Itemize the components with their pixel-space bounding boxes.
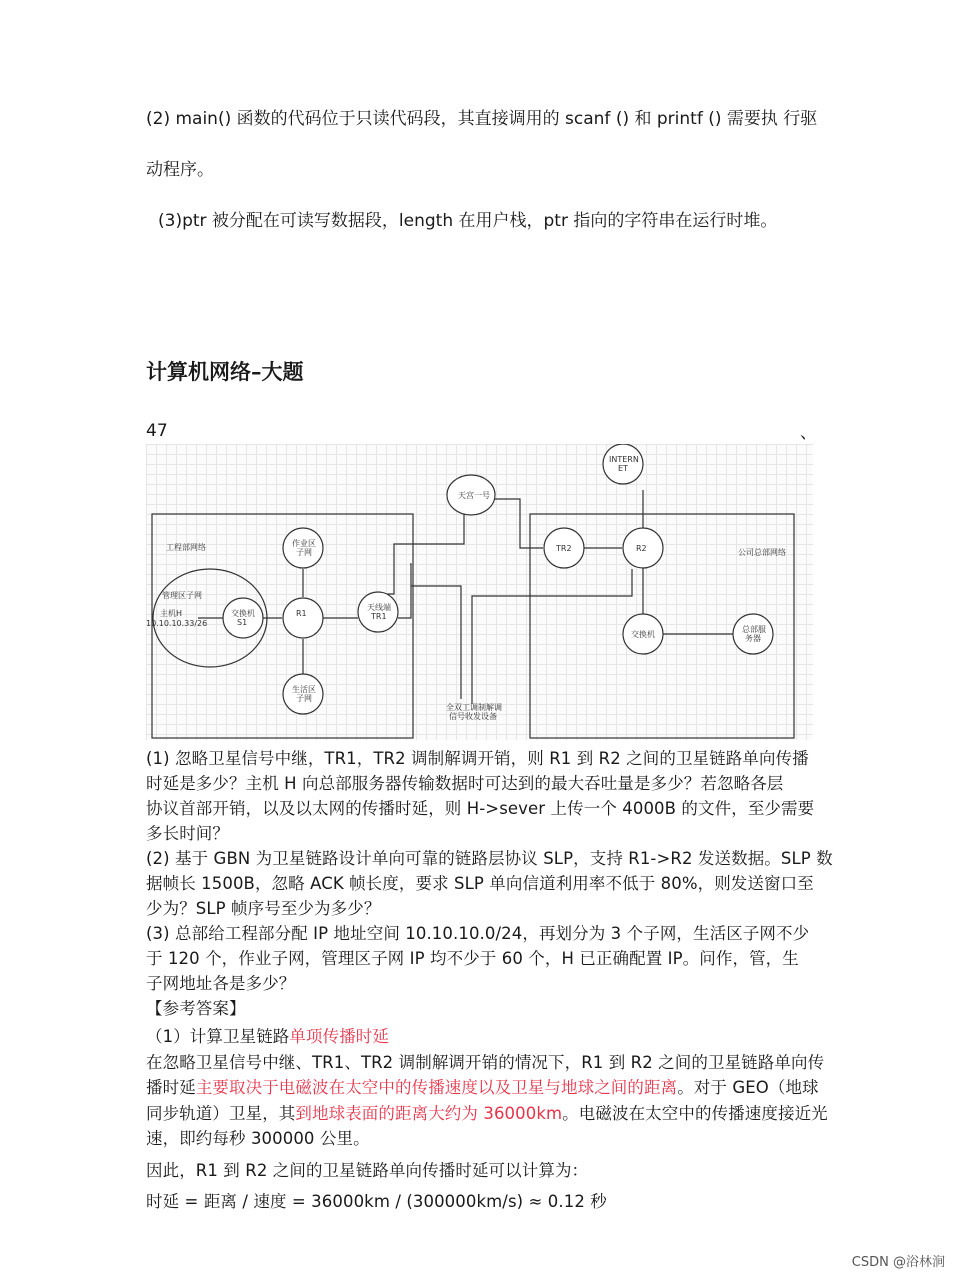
- answer-highlight: 到地球表面的距离大约为 36000km: [295, 1103, 563, 1123]
- switch-s1-label: S1: [237, 618, 248, 627]
- ground-station-label: 全双工调制解调: [446, 703, 502, 712]
- question-line: 子网地址各是多少？: [146, 974, 296, 993]
- section-title: 计算机网络–大题: [146, 359, 304, 384]
- answer-text: 。对于 GEO（地球: [677, 1078, 819, 1097]
- tr1-label: 天线端: [367, 603, 391, 612]
- mgmt-subnet-label: 管理区子网: [162, 591, 202, 600]
- switch-s1-label: 交换机: [231, 609, 255, 618]
- question-line: 据帧长 1500B，忽略 ACK 帧长度，要求 SLP 单向信道利用率不低于 80%，则发送窗口至: [146, 874, 814, 893]
- r1-label: R1: [296, 609, 307, 618]
- question-line: 时延是多少？主机 H 向总部服务器传输数据时可达到的最大吞吐量是多少？若忽略各层: [146, 774, 784, 793]
- internet-label: ET: [618, 464, 628, 473]
- answer-block: [146, 1024, 828, 1215]
- question-line: (2) 基于 GBN 为卫星链路设计单向可靠的链路层协议 SLP，支持 R1->R2 发送数据。SLP 数: [146, 849, 833, 868]
- answer-highlight: 主要取决于电磁波在太空中的传播速度以及卫星与地球之间的距离: [195, 1078, 678, 1097]
- answer-text: 。电磁波在太空中的传播速度接近光: [562, 1103, 828, 1123]
- answer-header: 【参考答案】: [146, 999, 246, 1018]
- server-label: 总部服: [742, 625, 766, 634]
- answer-subheading: [146, 1024, 828, 1050]
- internet-label: INTERN: [609, 455, 639, 464]
- answer-text: 播时延: [146, 1078, 196, 1097]
- left-network-label: 工程部网络: [166, 543, 206, 552]
- host-ip: 10.10.10.33/26: [146, 619, 208, 628]
- text-line: 动程序。: [146, 160, 214, 180]
- server-label: 务器: [745, 634, 761, 643]
- satellite-label: 天宫一号: [458, 491, 490, 500]
- answer-sub1-highlight: 单项传播时延: [289, 1027, 390, 1046]
- network-diagram: [146, 444, 813, 740]
- question-line: (3) 总部给工程部分配 IP 地址空间 10.10.10.0/24，再划分为 3 个子网，生活区子网不少: [146, 924, 810, 943]
- life-subnet-label: 生活区: [292, 685, 316, 694]
- answer-text: 同步轨道）卫星，其: [146, 1103, 296, 1123]
- watermark: CSDN @浴林涧: [851, 1255, 945, 1270]
- ground-station-label: 信号收发设备: [449, 712, 497, 721]
- switch-hq-label: 交换机: [631, 630, 655, 639]
- text-line: (2) main() 函数的代码位于只读代码段，其直接调用的 scanf () 和 printf () 需要执 行驱: [146, 109, 818, 129]
- question-line: (1) 忽略卫星信号中继，TR1，TR2 调制解调开销，则 R1 到 R2 之间的卫星链路单向传播: [146, 749, 809, 768]
- answer-line: 速，即约每秒 300000 公里。: [146, 1129, 370, 1148]
- tr1-label: TR1: [371, 612, 387, 621]
- question-line: 多长时间？: [146, 824, 229, 843]
- corner-mark: 、: [800, 423, 817, 443]
- answer-line: [146, 1075, 828, 1101]
- text-line: (3)ptr 被分配在可读写数据段，length 在用户栈，ptr 指向的字符串在运行时堆。: [158, 211, 778, 231]
- question-block: [146, 746, 833, 1021]
- question-line: 于 120 个，作业子网，管理区子网 IP 均不少于 60 个，H 已正确配置 IP。问作，管，生: [146, 949, 799, 968]
- question-line: 协议首部开销，以及以太网的传播时延，则 H->sever 上传一个 4000B 的文件，至少需要: [146, 799, 815, 818]
- company-network-label: 公司总部网络: [738, 548, 786, 557]
- question-line: 少为？SLP 帧序号至少为多少？: [146, 899, 381, 918]
- work-subnet-label: 子网: [296, 548, 312, 557]
- tr2-label: TR2: [556, 544, 572, 553]
- life-subnet-label: 子网: [296, 694, 312, 703]
- network-diagram-svg: [146, 444, 813, 740]
- answer-sub1-prefix: （1）计算卫星链路: [146, 1027, 290, 1046]
- work-subnet-label: 作业区: [292, 539, 316, 548]
- r2-label: R2: [636, 544, 647, 553]
- answer-line: 因此，R1 到 R2 之间的卫星链路单向传播时延可以计算为：: [146, 1160, 589, 1180]
- problem-number: 47: [146, 421, 168, 441]
- answer-line: [146, 1101, 828, 1127]
- answer-formula: 时延 = 距离 / 速度 = 36000km / (300000km/s) ≈ 0.12 秒: [146, 1192, 607, 1211]
- host-label: 主机H: [160, 609, 183, 618]
- answer-line: 在忽略卫星信号中继、TR1、TR2 调制解调开销的情况下，R1 到 R2 之间的卫星链路单向传: [146, 1052, 825, 1072]
